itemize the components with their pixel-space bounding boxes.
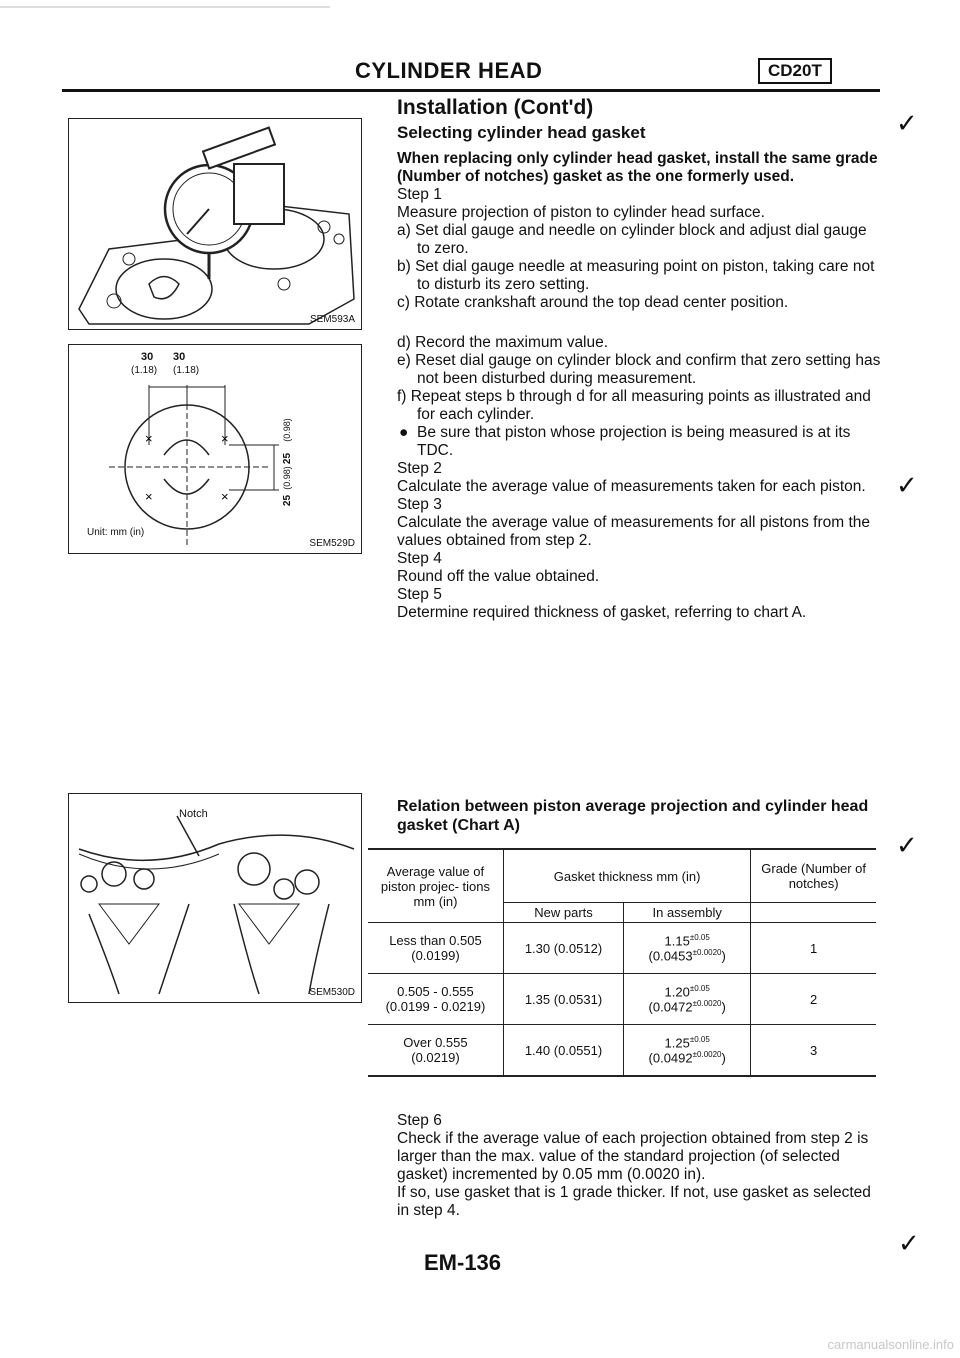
step1-item-f: f) Repeat steps b through d for all measuring points as illustrated and for each cylinder. xyxy=(397,388,871,423)
main-content xyxy=(397,95,882,622)
header-thickness: Gasket thickness mm (in) xyxy=(503,849,750,903)
header-average: Average value of piston projec- tions mm (in) xyxy=(368,849,503,923)
cell-average xyxy=(368,1025,503,1077)
revision-check-icon: ✓ xyxy=(896,470,918,500)
cell-average-in: (0.0199) xyxy=(411,948,460,963)
step1-item-c: c) Rotate crankshaft around the top dead center position. xyxy=(397,294,789,311)
cell-assembly-in-tol: ±0.0020 xyxy=(692,1050,722,1059)
dimension-b-inches: (1.18) xyxy=(173,365,200,376)
svg-text:×: × xyxy=(145,489,153,504)
figure-code: SEM529D xyxy=(309,538,355,549)
dimension-c: 25 xyxy=(282,452,294,465)
cell-average xyxy=(368,923,503,974)
header-rule xyxy=(62,89,880,92)
revision-check-icon: ✓ xyxy=(896,830,918,860)
bullet-icon: ● xyxy=(399,424,409,441)
cell-new-parts: 1.40 (0.0551) xyxy=(503,1025,623,1077)
step6-heading: Step 6 xyxy=(397,1112,442,1129)
header-new-parts: New parts xyxy=(503,903,623,923)
step2-text: Calculate the average value of measurements taken for each piston. xyxy=(397,478,866,495)
step5-heading: Step 5 xyxy=(397,586,442,603)
cell-assembly-mm-tol: ±0.05 xyxy=(689,932,710,942)
step3-heading: Step 3 xyxy=(397,496,442,513)
cell-average-in: (0.0219) xyxy=(411,1050,460,1065)
figure-measuring-points xyxy=(68,344,362,554)
cell-assembly-in: (0.0472 xyxy=(648,999,693,1015)
cell-new-parts: 1.30 (0.0512) xyxy=(503,923,623,974)
table-row xyxy=(368,974,876,1025)
table-row xyxy=(368,923,876,974)
page-number: EM-136 xyxy=(424,1250,502,1275)
cell-average-in: (0.0199 - 0.0219) xyxy=(385,999,486,1014)
bullet-text: Be sure that piston whose projection is being measured is at its TDC. xyxy=(417,424,851,459)
unit-label: Unit: mm (in) xyxy=(87,527,145,538)
notch-label: Notch xyxy=(179,808,208,820)
cell-assembly-in: (0.0453 xyxy=(648,948,693,964)
step1-item-a: a) Set dial gauge and needle on cylinder block and adjust dial gauge to zero. xyxy=(397,222,867,257)
step1-heading: Step 1 xyxy=(397,186,442,203)
cell-average-mm: Over 0.555 xyxy=(403,1035,468,1050)
cell-new-parts: 1.35 (0.0531) xyxy=(503,974,623,1025)
gasket-chart xyxy=(368,848,876,1077)
step1-text: Measure projection of piston to cylinder head surface. xyxy=(397,204,765,221)
step1-item-e: e) Reset dial gauge on cylinder block and confirm that zero setting has not been disturbed during measurement. xyxy=(397,352,881,387)
cell-average-mm: 0.505 - 0.555 xyxy=(397,984,474,999)
cell-assembly-in-tol: ±0.0020 xyxy=(692,999,722,1008)
header-grade: Grade (Number of notches) xyxy=(751,849,876,903)
cell-in-assembly: $1.20^{\pm 0.05}$ $(0.0472^{\pm 0.0020})$ xyxy=(624,974,751,1025)
cell-assembly-mm-tol: ±0.05 xyxy=(689,983,710,993)
header-in-assembly: In assembly xyxy=(624,903,751,923)
cell-in-assembly: $1.15^{\pm 0.05}$ $(0.0453^{\pm 0.0020})$ xyxy=(624,923,751,974)
dial-gauge-illustration xyxy=(69,119,361,329)
step4-text: Round off the value obtained. xyxy=(397,568,600,585)
cell-assembly-mm-tol: ±0.05 xyxy=(689,1034,710,1044)
figure-gasket-notch xyxy=(68,793,362,1003)
cell-assembly-in-tol: ±0.0020 xyxy=(692,948,722,957)
dimension-a-inches: (1.18) xyxy=(131,365,158,376)
step1-item-b: b) Set dial gauge needle at measuring point on piston, taking care not to disturb its zero setting. xyxy=(397,258,875,293)
section-subtitle: Selecting cylinder head gasket xyxy=(397,123,646,142)
figure-code: SEM593A xyxy=(309,314,355,325)
step3-text: Calculate the average value of measurements for all pistons from the values obtained from step 2. xyxy=(397,514,870,549)
header-grade-empty xyxy=(751,903,876,923)
cell-grade: 3 xyxy=(751,1025,876,1077)
revision-check-icon: ✓ xyxy=(896,108,918,138)
step6-text: Check if the average value of each projection obtained from step 2 is larger than the max. value of the standard projection (of selected gasket) incremented by 0.05 mm (0.0020 in). xyxy=(397,1130,869,1183)
figure-code: SEM530D xyxy=(309,987,355,998)
svg-text:×: × xyxy=(221,489,229,504)
scan-artifact-line xyxy=(0,6,330,8)
dimension-d-inches: (0.98) xyxy=(281,466,292,490)
cell-assembly-mm: 1.15 xyxy=(664,933,690,948)
cell-average xyxy=(368,974,503,1025)
dimension-a: 30 xyxy=(141,351,154,363)
gasket-chart-table xyxy=(368,848,876,1077)
table-row xyxy=(368,1025,876,1077)
page-title: CYLINDER HEAD xyxy=(355,58,543,83)
watermark: carmanualsonline.info xyxy=(827,1337,954,1352)
table-header-row xyxy=(368,849,876,903)
dimension-c-inches: (0.98) xyxy=(281,418,292,442)
dimension-d: 25 xyxy=(282,494,294,507)
dimension-b: 30 xyxy=(173,351,186,363)
cell-assembly-mm: 1.20 xyxy=(664,984,690,999)
gasket-notch-illustration xyxy=(69,794,361,1002)
step6-block xyxy=(397,1112,882,1220)
svg-text:×: × xyxy=(221,431,229,446)
cell-grade: 2 xyxy=(751,974,876,1025)
cell-assembly-mm: 1.25 xyxy=(664,1035,690,1050)
svg-text:×: × xyxy=(145,431,153,446)
tdc-bullet xyxy=(397,424,882,460)
revision-check-icon: ✓ xyxy=(898,1228,920,1258)
step4-heading: Step 4 xyxy=(397,550,442,567)
measuring-points-diagram xyxy=(69,345,361,553)
cell-average-mm: Less than 0.505 xyxy=(389,933,482,948)
cell-in-assembly: $1.25^{\pm 0.05}$ $(0.0492^{\pm 0.0020})$ xyxy=(624,1025,751,1077)
cell-grade: 1 xyxy=(751,923,876,974)
chart-heading: Relation between piston average projection and cylinder head gasket (Chart A) xyxy=(397,798,869,834)
step1-item-d: d) Record the maximum value. xyxy=(397,334,609,351)
figure-dial-gauge xyxy=(68,118,362,330)
step6-text-2: If so, use gasket that is 1 grade thicker. If not, use gasket as selected in step 4. xyxy=(397,1184,871,1219)
model-badge: CD20T xyxy=(758,58,832,84)
section-title: Installation (Cont'd) xyxy=(397,96,594,119)
cell-assembly-in: (0.0492 xyxy=(648,1050,693,1066)
intro-text: When replacing only cylinder head gasket, install the same grade (Number of notches) gasket as the one formerly used. xyxy=(397,150,878,185)
step2-heading: Step 2 xyxy=(397,460,442,477)
step5-text: Determine required thickness of gasket, referring to chart A. xyxy=(397,604,807,621)
